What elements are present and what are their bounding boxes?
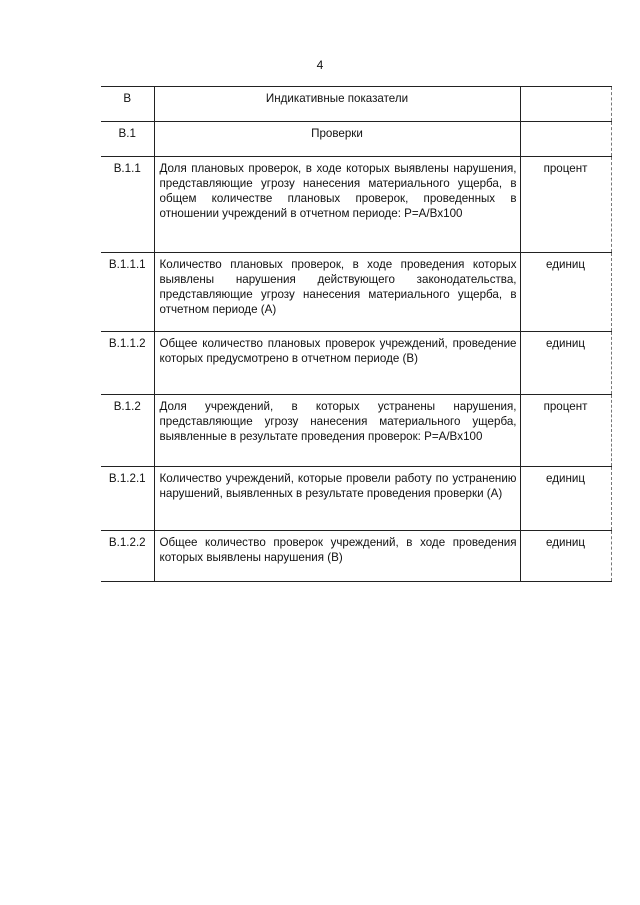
row-description-cell: Количество учреждений, которые провели работу по устранению нарушений, выявленных в результате проведения проверки (А)	[154, 467, 520, 531]
header-code-cell: В	[101, 87, 154, 122]
row-description-cell: Общее количество проверок учреждений, в ходе проведения которых выявлены нарушения (В)	[154, 531, 520, 582]
row-unit-cell: единиц	[520, 332, 611, 395]
row-description-cell: Общее количество плановых проверок учреждений, проведение которых предусмотрено в отчетном периоде (В)	[154, 332, 520, 395]
section-row	[101, 122, 611, 157]
row-code-cell: В.1.2.2	[101, 531, 154, 582]
indicators-table	[101, 86, 612, 582]
row-description-cell: Доля плановых проверок, в ходе которых выявлены нарушения, представляющие угрозу нанесения материального ущерба, в общем количестве плановых проверок, проведенных в отношении учреждений в отчетном периоде: P=A/Bx100	[154, 157, 520, 253]
table-header-row	[101, 87, 611, 122]
row-code-cell: В.1.1.2	[101, 332, 154, 395]
row-unit-cell: единиц	[520, 531, 611, 582]
table-row	[101, 332, 611, 395]
row-unit-cell: единиц	[520, 467, 611, 531]
section-code-cell: В.1	[101, 122, 154, 157]
row-code-cell: В.1.1.1	[101, 253, 154, 332]
table-row	[101, 531, 611, 582]
row-code-cell: В.1.2	[101, 395, 154, 467]
row-unit-cell: единиц	[520, 253, 611, 332]
table-row	[101, 253, 611, 332]
row-unit-cell: процент	[520, 157, 611, 253]
row-description-cell: Количество плановых проверок, в ходе проведения которых выявлены нарушения действующего законодательства, представляющие угрозу нанесения материального ущерба, в отчетном периоде (А)	[154, 253, 520, 332]
header-unit-cell	[520, 87, 611, 122]
table-row	[101, 157, 611, 253]
header-title-cell: Индикативные показатели	[154, 87, 520, 122]
row-code-cell: В.1.1	[101, 157, 154, 253]
page-number: 4	[316, 58, 324, 72]
row-description-cell: Доля учреждений, в которых устранены нарушения, представляющие угрозу нанесения материального ущерба, выявленные в результате проведения проверок: P=A/Bx100	[154, 395, 520, 467]
section-title-cell: Проверки	[154, 122, 520, 157]
section-unit-cell	[520, 122, 611, 157]
row-unit-cell: процент	[520, 395, 611, 467]
row-code-cell: В.1.2.1	[101, 467, 154, 531]
table-row	[101, 395, 611, 467]
table-row	[101, 467, 611, 531]
